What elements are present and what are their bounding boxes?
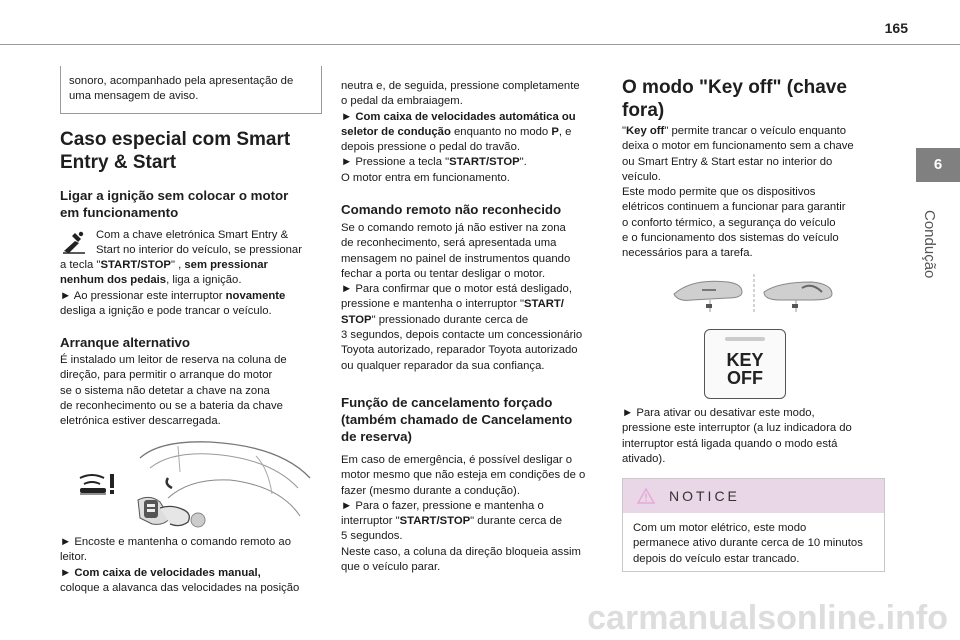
paragraph-line: leitor. [60, 551, 88, 564]
paragraph-line: o pedal da embraiagem. [341, 95, 463, 108]
paragraph-line: motor mesmo que não esteja em condições de o [341, 469, 586, 482]
top-divider [0, 44, 960, 45]
notice-box [622, 478, 885, 572]
continued-note-box [60, 66, 322, 114]
key-off-intro-text [622, 124, 888, 262]
subheading-forced-cancel [341, 394, 607, 445]
chapter-title: Condução [921, 210, 938, 279]
paragraph-line: interruptor está ligada quando o modo está [622, 437, 838, 450]
paragraph-line: ► Pressione a tecla "START/STOP". [341, 156, 527, 169]
paragraph-line: ► Para confirmar que o motor está desligado, [341, 283, 572, 296]
key-warning-icon [80, 474, 114, 494]
paragraph-line: Neste caso, a coluna da direção bloqueia assim [341, 545, 581, 558]
paragraph-line: coloque a alavanca das velocidades na posição [60, 581, 300, 594]
paragraph-line: 3 segundos, depois contacte um concessionário [341, 329, 583, 342]
paragraph-line: Com um motor elétrico, este modo [633, 522, 807, 534]
notice-body [623, 513, 884, 575]
watermark: carmanualsonline.info [587, 599, 948, 637]
paragraph-line: depois do veículo estar trancado. [633, 552, 800, 565]
note-line: uma mensagem de aviso. [69, 90, 199, 103]
encoste-text [60, 535, 326, 596]
notice-title: NOTICE [669, 488, 740, 504]
paragraph-line: ou qualquer reparador da sua confiança. [341, 359, 545, 372]
steering-wheels-illustration [672, 272, 836, 316]
paragraph-line: que o veículo parar. [341, 561, 441, 574]
paragraph-line: nenhum dos pedais, liga a ignição. [60, 274, 242, 287]
paragraph-line: Se o comando remoto já não estiver na zona [341, 222, 566, 234]
paragraph-line: pressione e mantenha o interruptor "START/ [341, 298, 564, 311]
paragraph-line: ► Com caixa de velocidades manual, [60, 566, 261, 579]
paragraph-line: a tecla "START/STOP" , sem pressionar [60, 259, 268, 271]
foot-off-pedal-icon [61, 229, 87, 255]
alternative-start-text [60, 353, 326, 429]
subheading-remote-not-recognised: Comando remoto não reconhecido [341, 202, 562, 217]
paragraph-line: necessários para a tarefa. [622, 247, 753, 260]
chapter-tab[interactable]: 6 [916, 148, 960, 182]
heading-line: Entry & Start [60, 152, 177, 173]
paragraph-line: mensagem no painel de instrumentos quando [341, 252, 571, 265]
paragraph-line: fechar a porta ou tentar desligar o motor. [341, 267, 546, 280]
paragraph-line: desliga a ignição e pode trancar o veículo. [60, 304, 272, 317]
paragraph-line: ► Ao pressionar este interruptor novamente [60, 289, 286, 302]
notice-header [623, 479, 884, 513]
paragraph-line: depois pressione o pedal do travão. [341, 141, 520, 154]
paragraph-line: Com a chave eletrónica Smart Entry & [96, 229, 289, 241]
paragraph-line: direção, para permitir o arranque do motor [60, 369, 273, 382]
heading-line: de reserva) [341, 429, 412, 444]
paragraph-line: "Key off" permite trancar o veículo enquanto [622, 125, 847, 137]
paragraph-line: É instalado um leitor de reserva na coluna de [60, 354, 287, 366]
section-heading-key-off [622, 76, 888, 122]
subheading-ignition [60, 187, 322, 221]
paragraph-line: Este modo permite que os dispositivos [622, 186, 816, 199]
paragraph-line: Em caso de emergência, é possível desligar o [341, 454, 573, 466]
remote-not-recognised-text [341, 221, 607, 374]
subheading-alternative-start: Arranque alternativo [60, 335, 191, 350]
paragraph-line: de reconhecimento ou se a bateria da chave [60, 399, 283, 412]
heading-line: fora) [622, 100, 665, 121]
heading-line: Caso especial com Smart [60, 129, 291, 150]
paragraph-line: de reconhecimento, será apresentada uma [341, 237, 557, 250]
paragraph-line: O motor entra em funcionamento. [341, 171, 510, 184]
paragraph-line: ativado). [622, 452, 666, 465]
paragraph-line: se o sistema não detetar a chave na zona [60, 384, 270, 397]
key-off-label: KEY OFF [726, 350, 764, 388]
heading-line: O modo "Key off" (chave [622, 77, 847, 98]
heading-line: Ligar a ignição sem colocar o motor [60, 188, 289, 203]
paragraph-line: Start no interior do veículo, se pressionar [96, 244, 302, 257]
section-heading-smart-entry [60, 128, 322, 174]
paragraph-line: deixa o motor em funcionamento sem a chave [622, 140, 854, 153]
paragraph-line: pressione este interruptor (a luz indicadora do [622, 422, 852, 435]
steering-column-reader-illustration [60, 438, 322, 530]
paragraph-line: 5 segundos. [341, 530, 403, 543]
paragraph-line: ► Para ativar ou desativar este modo, [622, 407, 815, 419]
paragraph-line: ► Com caixa de velocidades automática ou [341, 110, 576, 123]
paragraph-line: seletor de condução enquanto no modo P, e [341, 125, 572, 138]
paragraph-line: ou Smart Entry & Start estar no interior do [622, 155, 833, 168]
forced-cancel-text [341, 453, 607, 575]
heading-line: em funcionamento [60, 205, 179, 220]
activate-mode-text [622, 406, 888, 467]
heading-line: (também chamado de Cancelamento [341, 412, 573, 427]
heading-line: Função de cancelamento forçado [341, 395, 553, 410]
continued-text [341, 79, 607, 186]
paragraph-line: STOP" pressionado durante cerca de [341, 313, 529, 326]
paragraph-line: veículo. [622, 170, 661, 183]
key-off-button[interactable] [704, 329, 786, 399]
paragraph-line: ► Encoste e mantenha o comando remoto ao [60, 536, 291, 548]
paragraph-line: elétricos continuem a funcionar para garantir [622, 201, 846, 214]
paragraph-line: o conforto térmico, a segurança do veículo [622, 216, 836, 229]
paragraph-line: ► Para o fazer, pressione e mantenha o [341, 499, 544, 512]
paragraph-line: eletrónica estiver descarregada. [60, 415, 221, 428]
paragraph-line: e o funcionamento dos sistemas do veículo [622, 232, 839, 245]
warning-triangle-icon [637, 488, 655, 504]
paragraph-line: fazer (mesmo durante a condução). [341, 484, 520, 497]
paragraph-line: neutra e, de seguida, pressione completamente [341, 80, 580, 92]
paragraph-line: permanece ativo durante cerca de 10 minutos [633, 537, 863, 550]
page-number: 165 [884, 20, 908, 36]
paragraph-line: Toyota autorizado, reparador Toyota autorizado [341, 344, 578, 357]
indicator-light [725, 337, 765, 341]
paragraph-line: interruptor "START/STOP" durante cerca de [341, 515, 563, 528]
note-line: sonoro, acompanhado pela apresentação de [69, 75, 294, 87]
